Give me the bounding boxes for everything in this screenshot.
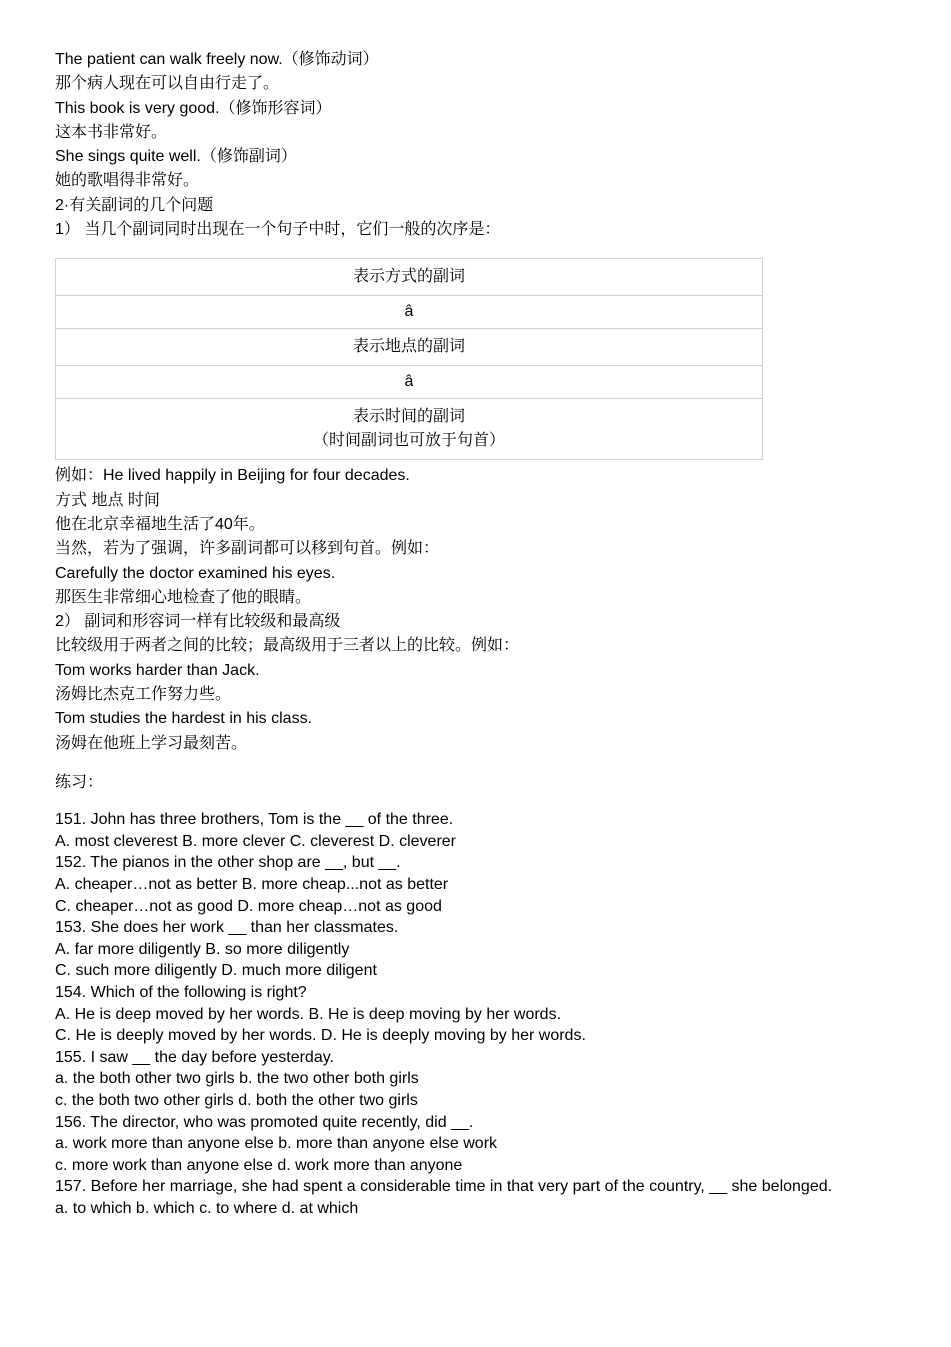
example-sentence: She sings quite well.（修饰副词） xyxy=(55,148,297,166)
body-line: 比较级用于两者之间的比较；最高级用于三者以上的比较。例如： xyxy=(55,637,520,655)
example-sentence: This book is very good.（修饰形容词） xyxy=(55,99,332,117)
document-page xyxy=(55,48,915,1220)
exercise-question: 157. Before her marriage, she had spent a considerable time in that very part of the country, __ she belonged. xyxy=(55,1178,833,1196)
exercise-options: a. to which b. which c. to where d. at which xyxy=(55,1199,359,1217)
body-line: 那医生非常细心地检查了他的眼睛。 xyxy=(55,588,312,606)
exercise-question: 151. John has three brothers, Tom is the __ of the three. xyxy=(55,811,454,829)
exercise-options: c. the both two other girls d. both the other two girls xyxy=(55,1091,418,1109)
order-arrow: â xyxy=(56,366,763,399)
body-line: 2） 副词和形容词一样有比较级和最高级 xyxy=(55,613,341,631)
exercise-question: 152. The pianos in the other shop are __, but __. xyxy=(55,854,401,872)
example-sentence: The patient can walk freely now.（修饰动词） xyxy=(55,51,379,68)
spacer xyxy=(55,795,915,809)
example-translation: 那个病人现在可以自由行走了。 xyxy=(55,75,280,93)
body-line: Tom works harder than Jack. xyxy=(55,661,260,679)
order-cell-time-note: （时间副词也可放于句首） xyxy=(312,432,505,450)
exercise-options: a. work more than anyone else b. more than anyone else work xyxy=(55,1135,498,1153)
exercise-options: A. far more diligently B. so more diligently xyxy=(55,940,350,958)
example-translation: 她的歌唱得非常好。 xyxy=(55,172,200,190)
exercise-options: A. most cleverest B. more clever C. cleverest D. cleverer xyxy=(55,832,456,850)
order-cell-time-title: 表示时间的副词 xyxy=(352,408,465,426)
body-line: 汤姆比杰克工作努力些。 xyxy=(55,686,232,704)
order-cell-time xyxy=(56,399,763,460)
intro-section xyxy=(55,48,915,242)
order-arrow: â xyxy=(56,296,763,329)
exercise-options: C. cheaper…not as good D. more cheap…not as good xyxy=(55,897,442,915)
spacer xyxy=(55,756,915,771)
exercise-options: C. He is deeply moved by her words. D. He is deeply moving by her words. xyxy=(55,1027,586,1045)
exercise-question: 156. The director, who was promoted quite recently, did __. xyxy=(55,1113,474,1131)
exercise-options: C. such more diligently D. much more diligent xyxy=(55,962,377,980)
exercise-question: 155. I saw __ the day before yesterday. xyxy=(55,1048,334,1066)
body-line: Tom studies the hardest in his class. xyxy=(55,710,313,728)
exercise-options: a. the both other two girls b. the two other both girls xyxy=(55,1070,419,1088)
body-section xyxy=(55,464,915,756)
body-line: Carefully the doctor examined his eyes. xyxy=(55,564,336,582)
adverb-order-table xyxy=(55,258,763,460)
exercise-list xyxy=(55,809,915,1219)
practice-heading: 练习： xyxy=(55,773,104,791)
body-line: 当然，若为了强调，许多副词都可以移到句首。例如： xyxy=(55,540,440,558)
exercise-question: 153. She does her work __ than her classmates. xyxy=(55,919,399,937)
section-heading: 2·有关副词的几个问题 xyxy=(55,196,214,214)
body-line: 例如：He lived happily in Beijing for four decades. xyxy=(55,467,410,485)
example-translation: 这本书非常好。 xyxy=(55,123,168,141)
rule-text: 1） 当几个副词同时出现在一个句子中时，它们一般的次序是： xyxy=(55,221,501,239)
body-line: 他在北京幸福地生活了40年。 xyxy=(55,515,265,533)
order-cell-manner: 表示方式的副词 xyxy=(56,259,763,296)
exercise-question: 154. Which of the following is right? xyxy=(55,983,307,1001)
exercise-options: c. more work than anyone else d. work more than anyone xyxy=(55,1156,463,1174)
exercise-options: A. cheaper…not as better B. more cheap...not as better xyxy=(55,876,449,894)
body-line: 方式 地点 时间 xyxy=(55,491,160,509)
exercise-options: A. He is deep moved by her words. B. He is deep moving by her words. xyxy=(55,1005,562,1023)
body-line: 汤姆在他班上学习最刻苦。 xyxy=(55,734,248,752)
order-cell-place: 表示地点的副词 xyxy=(56,329,763,366)
